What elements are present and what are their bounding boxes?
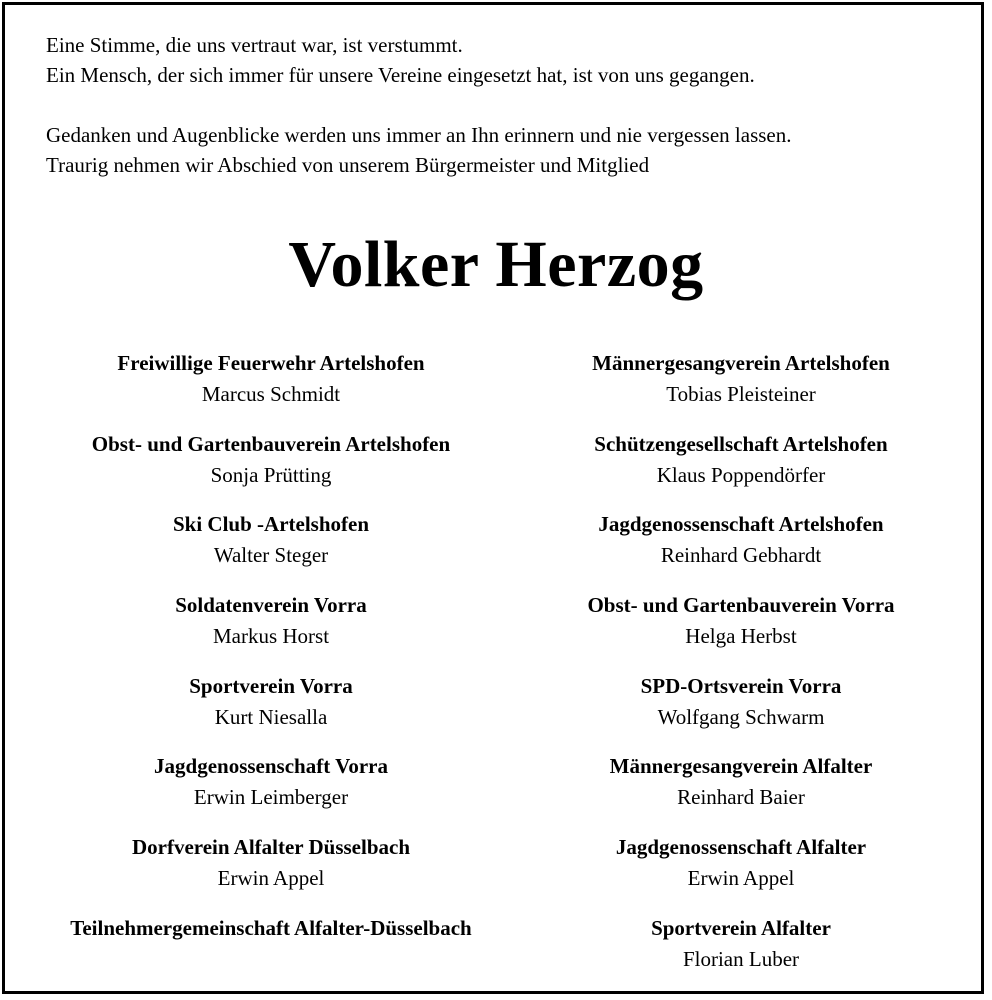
club-name: Dorfverein Alfalter Düsselbach bbox=[131, 835, 411, 860]
club-representative: Wolfgang Schwarm bbox=[657, 704, 825, 729]
club-entry bbox=[486, 348, 992, 429]
club-entry bbox=[16, 913, 526, 994]
club-representative: Erwin Appel bbox=[217, 866, 325, 891]
club-entry bbox=[486, 832, 992, 913]
club-representative: Kurt Niesalla bbox=[214, 704, 328, 729]
club-entry bbox=[16, 348, 526, 429]
club-name: Freiwillige Feuerwehr Artelshofen bbox=[117, 351, 425, 375]
club-representative: Markus Horst bbox=[212, 624, 330, 649]
club-representative: Helga Herbst bbox=[685, 624, 797, 649]
club-name: Jagdgenossenschaft Artelshofen bbox=[598, 512, 884, 537]
club-name: Soldatenverein Vorra bbox=[175, 593, 367, 618]
club-entry bbox=[486, 671, 992, 752]
left-column bbox=[16, 348, 526, 994]
right-column bbox=[486, 348, 992, 994]
club-name: Jagdgenossenschaft Vorra bbox=[154, 754, 388, 779]
club-entry bbox=[16, 429, 526, 510]
club-entry bbox=[486, 429, 992, 510]
intro-line-4: Traurig nehmen wir Abschied von unserem Bürgermeister und Mitglied bbox=[46, 153, 650, 177]
club-representative: Klaus Poppendörfer bbox=[656, 462, 826, 487]
club-entry bbox=[486, 751, 992, 832]
club-representative: Florian Luber bbox=[682, 946, 800, 971]
intro-line-1: Eine Stimme, die uns vertraut war, ist verstummt. bbox=[46, 33, 463, 57]
club-name: Schützengesellschaft Artelshofen bbox=[594, 431, 888, 456]
club-name: Männergesangverein Alfalter bbox=[609, 754, 873, 779]
club-representative: Reinhard Gebhardt bbox=[660, 543, 822, 568]
club-name: Jagdgenossenschaft Alfalter bbox=[615, 835, 867, 860]
club-entry bbox=[16, 751, 526, 832]
club-entry bbox=[16, 590, 526, 671]
club-entry bbox=[486, 913, 992, 994]
club-representative: Erwin Leimberger bbox=[193, 785, 349, 810]
club-name: Obst- und Gartenbauverein Vorra bbox=[587, 593, 895, 618]
intro-line-3: Gedanken und Augenblicke werden uns immer an Ihn erinnern und nie vergessen lassen. bbox=[46, 123, 792, 147]
club-representative: Reinhard Baier bbox=[677, 785, 805, 810]
club-entry bbox=[16, 509, 526, 590]
paragraph-gap bbox=[46, 90, 966, 120]
club-representative: Erwin Appel bbox=[687, 866, 795, 891]
club-name: Obst- und Gartenbauverein Artelshofen bbox=[91, 431, 451, 456]
club-entry bbox=[486, 590, 992, 671]
club-entry bbox=[16, 832, 526, 913]
club-representative: Tobias Pleisteiner bbox=[666, 382, 816, 406]
club-representative: Walter Steger bbox=[213, 543, 329, 568]
intro-line-2: Ein Mensch, der sich immer für unsere Vereine eingesetzt hat, ist von uns gegangen. bbox=[46, 63, 755, 87]
club-name: Sportverein Vorra bbox=[189, 673, 353, 698]
club-name: Sportverein Alfalter bbox=[651, 915, 831, 940]
club-name: Teilnehmergemeinschaft Alfalter-Düsselbach bbox=[70, 915, 472, 940]
club-name: Männergesangverein Artelshofen bbox=[592, 351, 890, 375]
club-entry bbox=[486, 509, 992, 590]
intro-text bbox=[46, 30, 966, 180]
club-representative: Sonja Prütting bbox=[210, 462, 332, 487]
deceased-name: Volker Herzog bbox=[288, 228, 704, 301]
club-representative: Marcus Schmidt bbox=[201, 382, 341, 406]
club-name: SPD-Ortsverein Vorra bbox=[640, 673, 842, 698]
club-name: Ski Club -Artelshofen bbox=[172, 512, 370, 537]
club-entry bbox=[16, 671, 526, 752]
